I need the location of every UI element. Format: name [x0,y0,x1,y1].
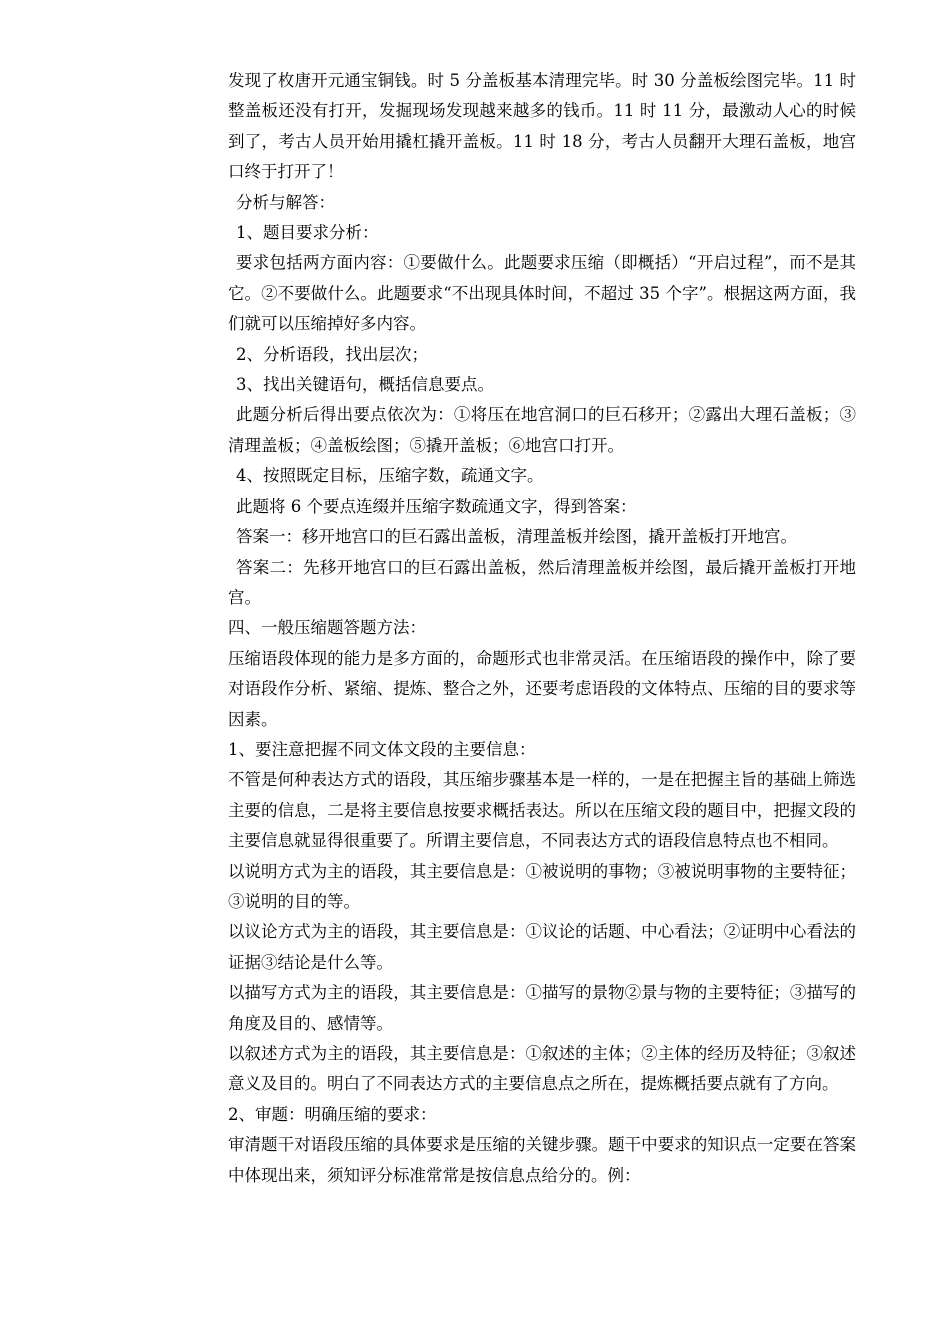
paragraph: 以议论方式为主的语段，其主要信息是：①议论的话题、中心看法；②证明中心看法的证据③结论是什么等。 [228,922,856,972]
paragraph: 以叙述方式为主的语段，其主要信息是：①叙述的主体；②主体的经历及特征；③叙述意义及目的。明白了不同表达方式的主要信息点之所在，提炼概括要点就有了方向。 [228,1044,856,1094]
paragraph: 要求包括两方面内容：①要做什么。此题要求压缩（即概括）“开启过程”，而不是其它。②不要做什么。此题要求“不出现具体时间，不超过 35 个字”。根据这两方面，我们就可以压缩掉好多内容。 [228,253,856,334]
paragraph: 以说明方式为主的语段，其主要信息是：①被说明的事物；③被说明事物的主要特征；③说明的目的等。 [228,861,856,911]
answer-two: 答案二：先移开地宫口的巨石露出盖板，然后清理盖板并绘图，最后撬开盖板打开地宫。 [228,557,856,607]
paragraph: 压缩语段体现的能力是多方面的，命题形式也非常灵活。在压缩语段的操作中，除了要对语段作分析、紧缩、提炼、整合之外，还要考虑语段的文体特点、压缩的目的要求等因素。 [228,648,856,729]
section-heading-analysis: 分析与解答： [236,192,335,212]
paragraph: 发现了枚唐开元通宝铜钱。时 5 分盖板基本清理完毕。时 30 分盖板绘图完毕。11 时整盖板还没有打开，发掘现场发现越来越多的钱币。11 时 11 分，最激动人心的时候到了，考古人员开始用撬杠撬开盖板。11 时 18 分，考古人员翻开大理石盖板，地宫口终于打开了！ [228,71,856,182]
answer-one: 答案一：移开地宫口的巨石露出盖板，清理盖板并绘图，撬开盖板打开地宫。 [236,527,797,547]
document-page [228,66,856,1191]
subsection-heading: 1、要注意把握不同文体文段的主要信息： [228,739,536,759]
step-heading: 2、分析语段，找出层次； [236,344,428,364]
paragraph: 此题分析后得出要点依次为：①将压在地宫洞口的巨石移开；②露出大理石盖板；③清理盖板；④盖板绘图；⑤撬开盖板；⑥地宫口打开。 [228,405,856,455]
step-heading: 3、找出关键语句，概括信息要点。 [236,375,494,395]
paragraph: 不管是何种表达方式的语段，其压缩步骤基本是一样的，一是在把握主旨的基础上筛选主要的信息，二是将主要信息按要求概括表达。所以在压缩文段的题目中，把握文段的主要信息就显得很重要了。所谓主要信息，不同表达方式的语段信息特点也不相同。 [228,770,856,851]
section-heading-methods: 四、一般压缩题答题方法： [228,618,426,638]
paragraph: 以描写方式为主的语段，其主要信息是：①描写的景物②景与物的主要特征；③描写的角度及目的、感情等。 [228,983,856,1033]
subsection-heading: 2、审题：明确压缩的要求： [228,1104,437,1124]
paragraph: 审清题干对语段压缩的具体要求是压缩的关键步骤。题干中要求的知识点一定要在答案中体现出来，须知评分标准常常是按信息点给分的。例： [228,1135,856,1185]
step-heading: 1、题目要求分析： [236,223,379,243]
paragraph: 此题将 6 个要点连缀并压缩字数疏通文字，得到答案： [236,496,637,516]
step-heading: 4、按照既定目标，压缩字数，疏通文字。 [236,466,544,486]
